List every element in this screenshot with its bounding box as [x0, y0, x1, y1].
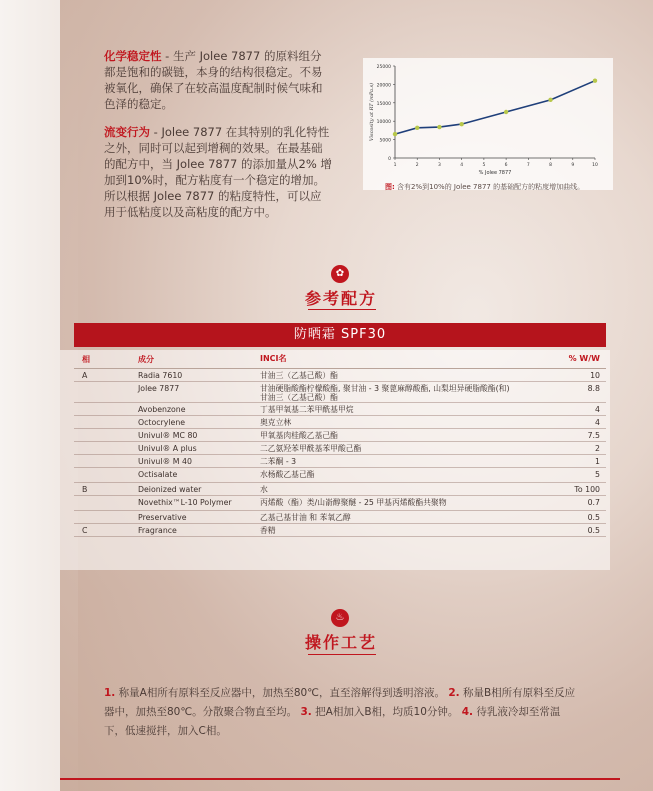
y-tick-label: 10000 — [376, 120, 391, 126]
x-tick-label: 2 — [415, 163, 419, 168]
procedure-section-title: 操作工艺 — [305, 633, 378, 652]
formula-section-title: 参考配方 — [305, 289, 378, 308]
chart-caption-label: 图: — [385, 183, 395, 191]
cell-inci: 甘油硬脂酸酯柠檬酸酯, 聚甘油 - 3 聚蓖麻醇酸酯, 山梨坦异硬脂酸酯(和) 甘油三（乙基己酸）酯 — [260, 384, 510, 402]
cell-pct: 1 — [595, 457, 600, 466]
bottom-rule — [60, 778, 620, 780]
cell-pct: 10 — [590, 371, 600, 380]
table-row — [74, 511, 606, 524]
procedure-text — [104, 684, 580, 741]
cell-phase: C — [82, 526, 88, 535]
step-3-text: 把A相加入B相，均质10分钟。 — [311, 706, 459, 718]
cell-component: Jolee 7877 — [138, 384, 180, 393]
cell-pct: 0.5 — [587, 526, 600, 535]
data-point — [393, 132, 397, 136]
cell-pct: 4 — [595, 418, 600, 427]
x-tick-label: 10 — [592, 163, 598, 168]
cell-component: Univul® MC 80 — [138, 431, 198, 440]
x-tick-label: 6 — [504, 163, 508, 168]
cell-pct: 7.5 — [587, 431, 600, 440]
table-row — [74, 455, 606, 468]
cell-component: Octisalate — [138, 470, 178, 479]
cell-pct: To 100 — [574, 485, 600, 494]
table-row — [74, 524, 606, 537]
cell-pct: 8.8 — [587, 384, 600, 393]
table-row — [74, 468, 606, 483]
viscosity-chart — [363, 58, 613, 190]
step-1-text: 称量A相所有原料至反应器中，加热至80℃，直至溶解得到透明溶液。 — [115, 687, 445, 699]
header-phase: 相 — [82, 355, 90, 364]
table-row — [74, 416, 606, 429]
header-inci: INCI名 — [260, 354, 287, 363]
step-2-text: 称量B相所有原料至反应器中，加热至80℃。分散聚合物直至均。 — [104, 687, 576, 718]
cell-component: Fragrance — [138, 526, 177, 535]
step-2-number: 2. — [448, 687, 460, 699]
cell-component: Avobenzone — [138, 405, 186, 414]
table-row — [74, 382, 606, 403]
cell-phase: B — [82, 485, 88, 494]
x-tick-label: 9 — [571, 163, 575, 168]
cell-component: Octocrylene — [138, 418, 186, 427]
data-point — [593, 79, 597, 83]
cell-pct: 0.7 — [587, 498, 600, 507]
data-point — [459, 122, 463, 126]
table-row — [74, 403, 606, 416]
x-tick-label: 4 — [460, 163, 464, 168]
procedure-section-icon: ♨ — [331, 609, 349, 627]
x-tick-label: 5 — [482, 163, 486, 168]
cell-pct: 5 — [595, 470, 600, 479]
y-tick-label: 25000 — [376, 65, 391, 70]
table-row — [74, 369, 606, 382]
formula-section-rule — [308, 309, 376, 310]
y-axis-label: Viscosity at RT (mPa.s) — [369, 82, 375, 142]
data-point — [504, 110, 508, 114]
procedure-section-rule — [308, 654, 376, 655]
cell-inci: 二乙氨羟苯甲酰基苯甲酸己酯 — [260, 444, 362, 453]
table-row — [74, 442, 606, 455]
cell-inci: 二苯酮 - 3 — [260, 457, 297, 466]
paragraph-chemical-stability — [104, 48, 332, 112]
formula-banner: 防晒霜 SPF30 — [74, 323, 606, 347]
body-rheology: - Jolee 7877 在其特别的乳化特性之外，同时可以起到增稠的效果。在最基础的配方中，当 Jolee 7877 的添加量从2% 增加到10%时，配方粘度有一个稳定的增加。所以根据 Jolee 7877 的粘度特性，可以应用于低粘度以及高粘度的配方中。 — [104, 125, 332, 219]
table-row — [74, 429, 606, 442]
y-tick-label: 15000 — [376, 101, 391, 107]
data-point — [415, 126, 419, 130]
cell-component: Radia 7610 — [138, 371, 183, 380]
x-tick-label: 8 — [549, 163, 552, 168]
cell-inci: 丙烯酸（酯）类/山嵛醇聚醚 - 25 甲基丙烯酸酯共聚物 — [260, 498, 447, 507]
header-component: 成分 — [138, 355, 154, 364]
cell-component: Univul® M 40 — [138, 457, 192, 466]
cell-inci: 水杨酸乙基己酯 — [260, 470, 315, 479]
table-row — [74, 483, 606, 496]
cell-inci: 甘油三（乙基己酸）酯 — [260, 371, 338, 380]
x-tick-label: 1 — [393, 163, 397, 168]
paragraph-rheology — [104, 124, 332, 220]
y-tick-label: 0 — [388, 157, 391, 162]
chart-caption — [385, 182, 584, 192]
heading-rheology: 流变行为 — [104, 125, 150, 139]
cell-inci: 乙基己基甘油 和 苯氧乙醇 — [260, 513, 351, 522]
cell-component: Preservative — [138, 513, 187, 522]
cell-component: Deionized water — [138, 485, 202, 494]
cell-phase: A — [82, 371, 88, 380]
step-4-text: 待乳液冷却至常温下，低速搅拌，加入C相。 — [104, 706, 561, 737]
data-point — [548, 98, 552, 102]
x-tick-label: 7 — [526, 163, 530, 168]
cell-pct: 2 — [595, 444, 600, 453]
x-tick-label: 3 — [438, 163, 441, 168]
body-chemical-stability: - 生产 Jolee 7877 的原料组分都是饱和的碳链，本身的结构很稳定。不易被氧化，确保了在较高温度配制时候气味和色泽的稳定。 — [104, 49, 323, 111]
formula-section-icon: ✿ — [331, 265, 349, 283]
cell-inci: 香精 — [260, 526, 276, 535]
step-1-number: 1. — [104, 687, 116, 699]
formula-table — [74, 350, 606, 537]
intro-text — [104, 48, 332, 232]
cell-pct: 4 — [595, 405, 600, 414]
data-point — [437, 125, 441, 129]
table-header — [74, 350, 606, 369]
x-axis-label: % Jolee 7877 — [478, 170, 512, 176]
cell-inci: 甲氧基肉桂酸乙基己酯 — [260, 431, 338, 440]
chart-caption-text: 含有2%到10%的 Jolee 7877 的基础配方的粘度增加曲线。 — [394, 183, 585, 191]
cell-inci: 奥克立林 — [260, 418, 292, 427]
cell-pct: 0.5 — [587, 513, 600, 522]
y-tick-label: 5000 — [379, 138, 391, 144]
header-pct: % W/W — [568, 354, 600, 363]
table-row — [74, 496, 606, 511]
cell-component: Univul® A plus — [138, 444, 197, 453]
step-3-number: 3. — [300, 706, 312, 718]
cell-inci: 丁基甲氧基二苯甲酰基甲烷 — [260, 405, 354, 414]
cell-component: Novethix™L-10 Polymer — [138, 498, 232, 507]
step-4-number: 4. — [461, 706, 474, 718]
cell-inci: 水 — [260, 485, 268, 494]
heading-chemical-stability: 化学稳定性 — [104, 49, 162, 63]
y-tick-label: 20000 — [376, 83, 391, 89]
